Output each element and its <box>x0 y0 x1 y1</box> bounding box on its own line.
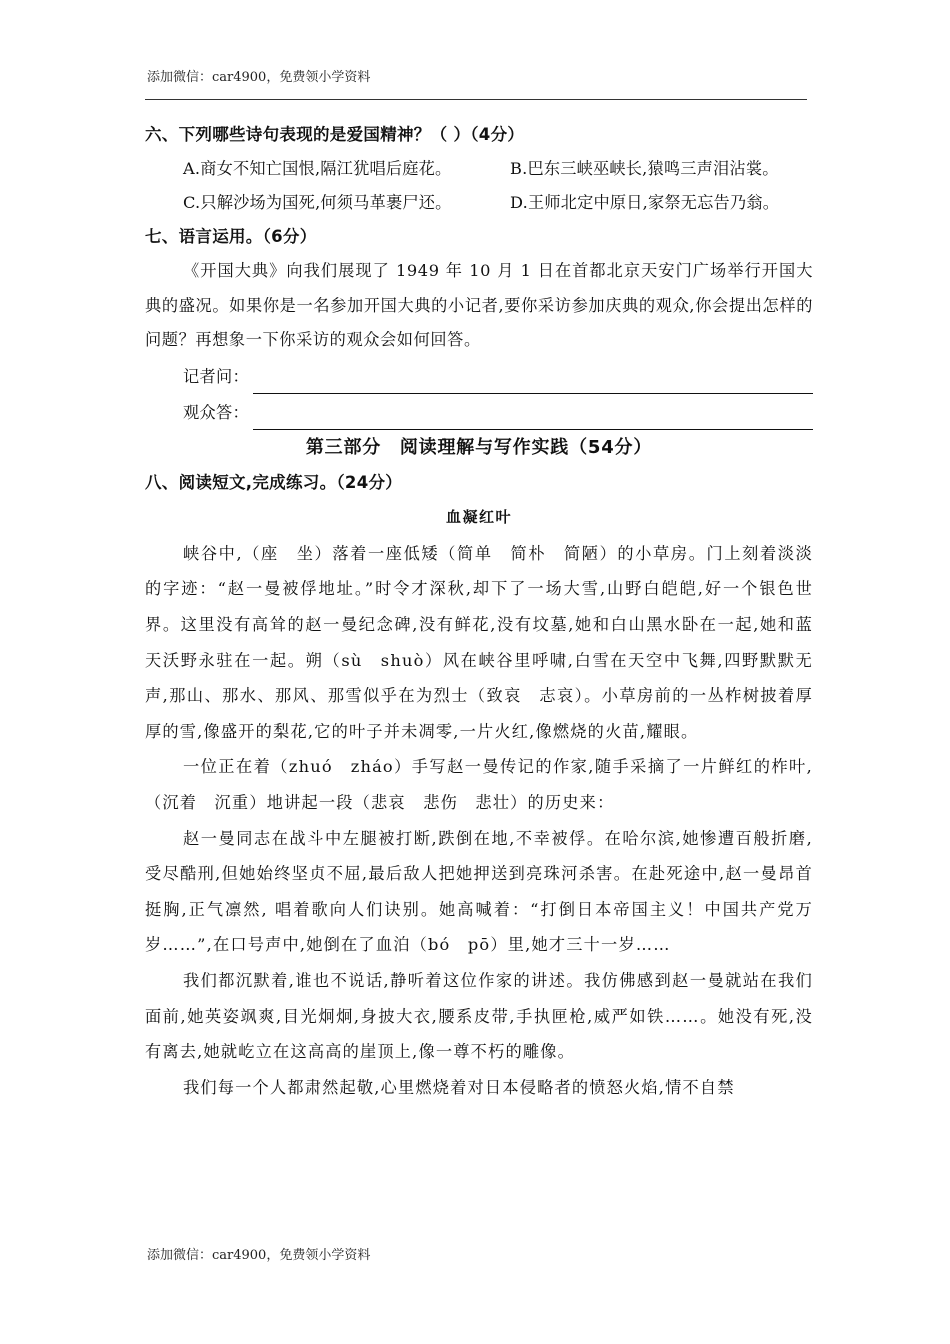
header-divider <box>145 99 807 100</box>
audience-answer-row <box>145 394 813 430</box>
section-8-heading: 八、阅读短文,完成练习。（24分） <box>145 472 403 492</box>
story-paragraph-5: 我们每一个人都肃然起敬,心里燃烧着对日本侵略者的愤怒火焰,情不自禁 <box>183 1077 735 1097</box>
story-body <box>145 536 813 1106</box>
section-6-options-row-1 <box>145 152 813 186</box>
reporter-answer-row <box>145 358 813 394</box>
story-title: 血凝红叶 <box>445 507 512 526</box>
part-3-title: 第三部分 阅读理解与写作实践（54分） <box>305 436 653 458</box>
page-header: 添加微信：car4900，免费领小学资料 <box>147 70 371 85</box>
story-paragraph-4: 我们都沉默着,谁也不说话,静听着这位作家的讲述。我仿佛感到赵一曼就站在我们面前,她英姿飒爽,目光炯炯,身披大衣,腰系皮带,手执匣枪,威严如铁……。她没有死,没有离去,她就屹立在这高高的崖顶上,像一尊不朽的雕像。 <box>145 970 813 1062</box>
section-6-heading: 六、下列哪些诗句表现的是爱国精神？（ ）（4分） <box>145 125 525 144</box>
section-6-options-row-2 <box>145 186 813 220</box>
audience-label: 观众答： <box>183 402 249 422</box>
option-a: A.商女不知亡国恨,隔江犹唱后庭花。 <box>183 159 452 178</box>
section-7-prompt: 《开国大典》向我们展现了 1949 年 10 月 1 日在首都北京天安门广场举行开国大典的盛况。如果你是一名参加开国大典的小记者,要你采访参加庆典的观众,你会提出怎样的问题？再想象一下你采访的观众会如何回答。 <box>145 261 813 350</box>
reporter-answer-line[interactable] <box>253 373 813 394</box>
option-b: B.巴东三峡巫峡长,猿鸣三声泪沾裳。 <box>510 159 779 178</box>
reporter-label: 记者问： <box>183 366 249 386</box>
page-content <box>145 118 813 1105</box>
section-7-heading: 七、语言运用。（6分） <box>145 227 317 246</box>
page-footer: 添加微信：car4900，免费领小学资料 <box>147 1248 371 1263</box>
story-paragraph-2: 一位正在着（zhuó zháo）手写赵一曼传记的作家,随手采摘了一片鲜红的柞叶,（沉着 沉重）地讲起一段（悲哀 悲伤 悲壮）的历史来： <box>145 757 813 812</box>
audience-answer-line[interactable] <box>253 409 813 430</box>
story-paragraph-1: 峡谷中,（座 坐）落着一座低矮（简单 简朴 简陋）的小草房。门上刻着淡淡的字迹：“赵一曼被俘地址。”时令才深秋,却下了一场大雪,山野白皑皑,好一个银色世界。这里没有高耸的赵一曼纪念碑,没有鲜花,没有坟墓,她和白山黑水卧在一起,她和蓝天沃野永驻在一起。朔（sù shuò）风在峡谷里呼啸,白雪在天空中飞舞,四野默默无声,那山、那水、那风、那雪似乎在为烈士（致哀 志哀）。小草房前的一丛柞树披着厚厚的雪,像盛开的梨花,它的叶子并未凋零,一片火红,像燃烧的火苗,耀眼。 <box>145 543 813 741</box>
option-c: C.只解沙场为国死,何须马革裹尸还。 <box>183 193 452 212</box>
option-d: D.王师北定中原日,家祭无忘告乃翁。 <box>510 193 780 212</box>
story-paragraph-3: 赵一曼同志在战斗中左腿被打断,跌倒在地,不幸被俘。在哈尔滨,她惨遭百般折磨,受尽酷刑,但她始终坚贞不屈,最后敌人把她押送到亮珠河杀害。在赴死途中,赵一曼昂首挺胸,正气凛然, 唱着歌向人们诀别。她高喊着：“打倒日本帝国主义！中国共产党万岁……”,在口号声中,她倒在了血泊（bó pō）里,她才三十一岁…… <box>145 828 813 955</box>
